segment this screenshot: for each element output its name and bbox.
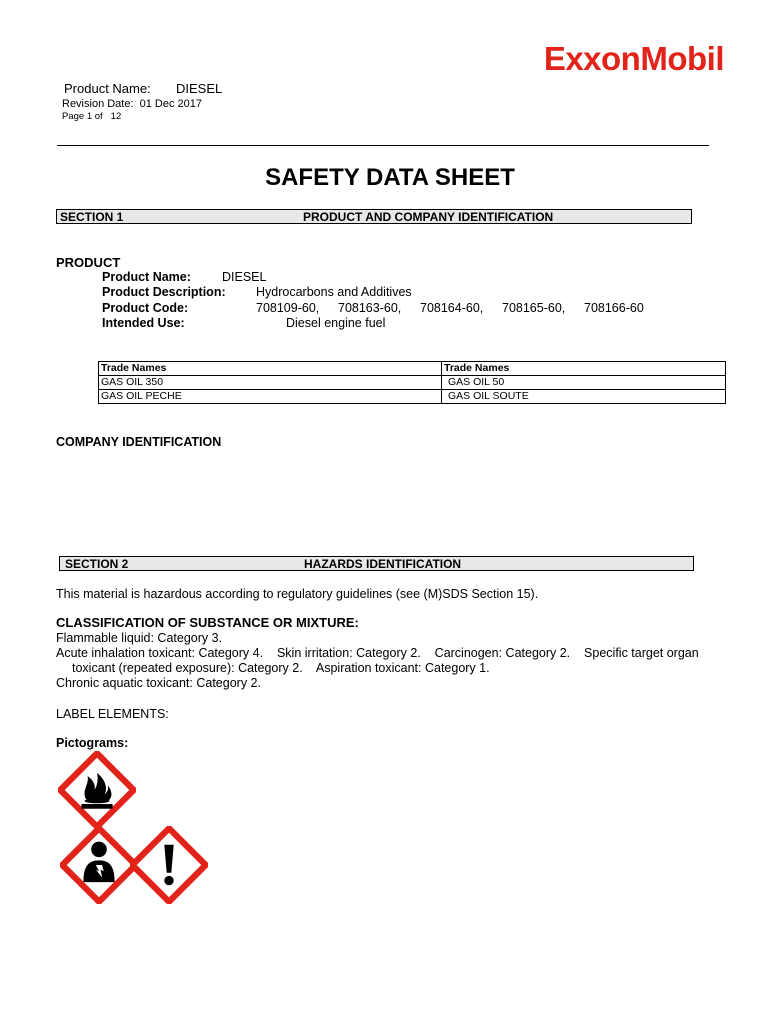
table-cell-text: GAS OIL SOUTE: [448, 390, 529, 402]
header-product-name: [64, 81, 222, 96]
flame-icon: [58, 751, 136, 829]
product-description-row: [102, 285, 702, 300]
health-hazard-icon: [60, 826, 138, 904]
product-code-item: 708166-60: [584, 301, 644, 315]
hazard-intro: This material is hazardous according to regulatory guidelines (see (M)SDS Section 15).: [56, 587, 539, 601]
trade-names-table: [98, 361, 726, 404]
product-code-item: 708165-60,: [502, 301, 566, 315]
product-name-value: DIESEL: [222, 270, 267, 284]
exclamation-mark-icon: [130, 826, 208, 904]
exxonmobil-logo: ExxonMobil: [543, 40, 724, 77]
page-label: Page 1 of: [62, 111, 103, 122]
revision-date-label: Revision Date:: [62, 98, 134, 110]
classification-line: Chronic aquatic toxicant: Category 2.: [56, 676, 261, 690]
header-product-name-value: DIESEL: [176, 81, 223, 96]
table-cell: [442, 376, 726, 390]
product-code-label: Product Code:: [102, 301, 189, 315]
company-identification-heading: COMPANY IDENTIFICATION: [56, 435, 222, 449]
revision-date-value: 01 Dec 2017: [139, 98, 202, 110]
header-divider: [57, 145, 709, 146]
product-code-item: 708163-60,: [338, 301, 402, 315]
classification-line: Flammable liquid: Category 3.: [56, 631, 223, 645]
section-2-title: HAZARDS IDENTIFICATION: [304, 557, 462, 571]
classification-heading: CLASSIFICATION OF SUBSTANCE OR MIXTURE:: [56, 615, 359, 630]
table-header-cell: Trade Names: [442, 362, 726, 376]
product-code-item: 708109-60,: [256, 301, 320, 315]
page-total: 12: [110, 111, 122, 122]
classification-line: toxicant (repeated exposure): Category 2. Aspiration toxicant: Category 1.: [72, 661, 490, 675]
table-cell: GAS OIL PECHE: [99, 390, 442, 404]
product-name-row: [102, 270, 702, 285]
classification-line: Acute inhalation toxicant: Category 4. Skin irritation: Category 2. Carcinogen: Category 2. Specific target organ: [56, 646, 699, 660]
product-code-item: 708164-60,: [420, 301, 484, 315]
document-title: SAFETY DATA SHEET: [265, 164, 515, 191]
intended-use-row: [102, 316, 702, 331]
table-cell: GAS OIL 350: [99, 376, 442, 390]
classification-list: [56, 631, 716, 691]
label-elements-heading: LABEL ELEMENTS:: [56, 707, 169, 721]
intended-use-value: Diesel engine fuel: [286, 316, 386, 330]
section-1-bar: [56, 209, 692, 224]
product-description-label: Product Description:: [102, 285, 226, 299]
table-header-cell: Trade Names: [99, 362, 442, 376]
table-cell: [442, 390, 726, 404]
product-heading: PRODUCT: [56, 255, 121, 270]
table-header-row: [99, 362, 726, 376]
table-row: [99, 376, 726, 390]
table-row: [99, 390, 726, 404]
header-page-number: [62, 111, 121, 122]
product-name-label: Product Name:: [102, 270, 191, 284]
product-code-row: [102, 301, 702, 316]
intended-use-label: Intended Use:: [102, 316, 185, 330]
section-1-number: SECTION 1: [60, 210, 124, 224]
section-2-number: SECTION 2: [65, 557, 129, 571]
pictograms-heading: Pictograms:: [56, 736, 129, 750]
section-1-title: PRODUCT AND COMPANY IDENTIFICATION: [303, 210, 554, 224]
section-2-bar: [59, 556, 694, 571]
table-cell-text: GAS OIL 50: [448, 376, 505, 388]
header-product-name-label: Product Name:: [64, 81, 151, 96]
product-description-value: Hydrocarbons and Additives: [256, 285, 412, 299]
header-revision-date: [62, 98, 202, 110]
